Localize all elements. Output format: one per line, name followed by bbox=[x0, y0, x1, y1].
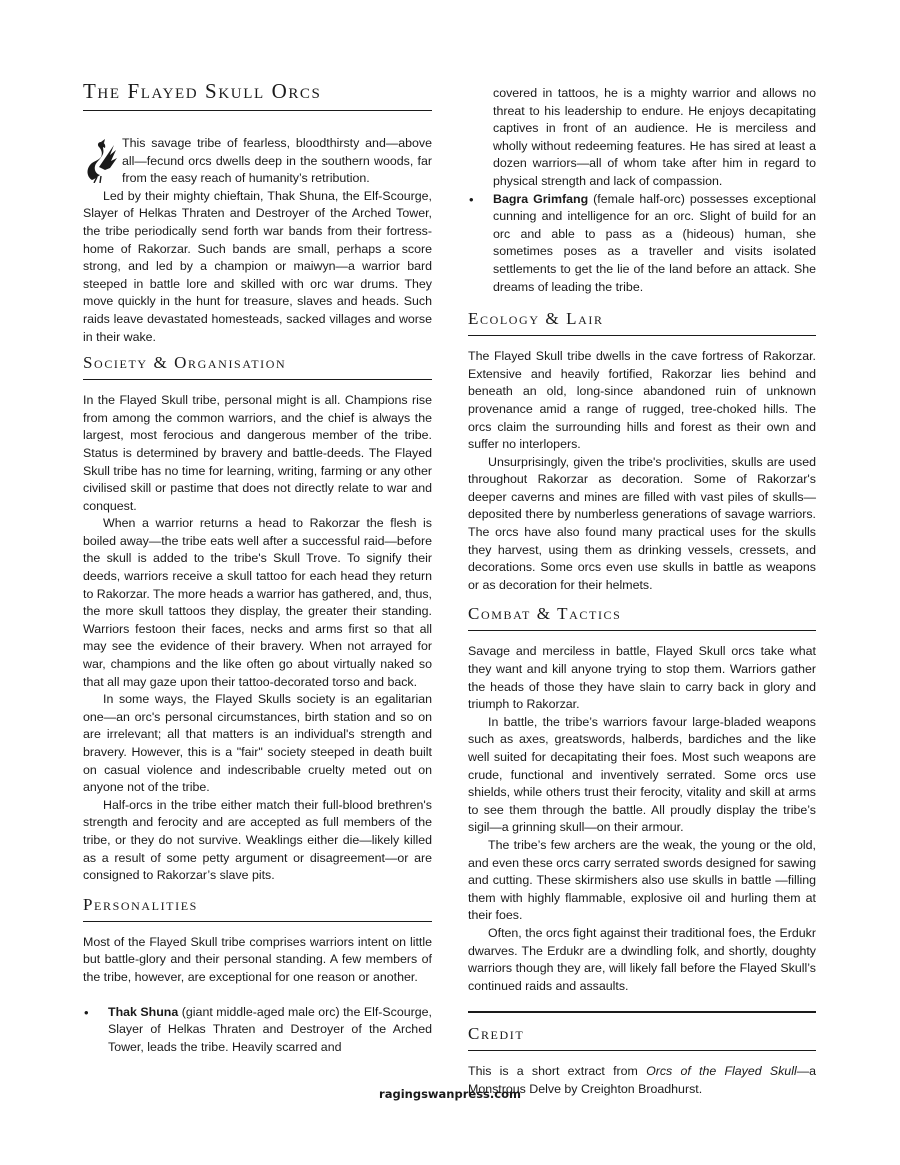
personality-text-continued: covered in tattoos, he is a mighty warrior and allows no threat to his leadership to endure. He enjoys decapitating captives in front of an audience. He is merciless and wholly without redeeming features. He has sired at least a dozen warriors—all of whom take after him in regard to physical strength and lack of compassion. bbox=[493, 86, 816, 188]
section-divider bbox=[468, 1011, 816, 1013]
intro-block bbox=[83, 135, 432, 346]
heading-society: Society & Organisation bbox=[83, 352, 432, 380]
personalities-intro: Most of the Flayed Skull tribe comprises warriors intent on little but battle-glory and their personal standing. A few members of the tribe, however, are exceptional for one reason or another. bbox=[83, 934, 432, 984]
list-item bbox=[83, 1004, 432, 1057]
left-column bbox=[83, 74, 432, 1056]
credit-text-end: —a Monstrous Delve by Creighton Broadhurst. bbox=[468, 1064, 817, 1096]
heading-combat: Combat & Tactics bbox=[468, 603, 816, 631]
personality-text: (female half-orc) possesses exceptional cunning and intelligence for an orc. Slight of build for an orc and able to pass as a (hideous) human, she sometimes poses as a traveller and visits isolated settlements to get the lie of the land before an attack. She dreams of leading the tribe. bbox=[493, 191, 817, 294]
bullet-icon: • bbox=[84, 1004, 89, 1020]
combat-paragraph-1: Savage and merciless in battle, Flayed Skull orcs take what they want and kill anyone trying to stop them. Warriors gather the heads of those they have slain to carry back in glory and triumph to Rakorzar. bbox=[468, 644, 816, 712]
intro-lead-paragraph: This savage tribe of fearless, bloodthirsty and—above all—fecund orcs dwells deep in the southern woods, far from the easy reach of humanity’s retribution. bbox=[122, 136, 432, 186]
heading-ecology: Ecology & Lair bbox=[468, 308, 816, 336]
personalities-list-continued bbox=[468, 85, 816, 296]
society-paragraph-2: When a warrior returns a head to Rakorzar the flesh is boiled away—the tribe eats well after a successful raid—before the skull is added to the tribe's Skull Trove. To signify their deeds, warriors receive a skull tattoo for each head they return to Rakorzar. The more heads a warrior has gathered, and, thus, the more skull tattoos they display, the greater their standing. Warriors festoon their faces, necks and arms first so that all may see the evidence of their bravery. When not arrayed for war, champions and the like often go about virtually naked so that all may gaze upon their tattoo-decorated torso and back. bbox=[83, 516, 432, 689]
combat-paragraph-3: The tribe’s few archers are the weak, the young or the old, and even these orcs carry serrated swords designed for sawing and cutting. These skirmishers also use skulls in battle —filling them with highly flammable, explosive oil and hurling them at their foes. bbox=[468, 837, 816, 923]
swan-logo-icon bbox=[83, 137, 117, 183]
combat-paragraph-2: In battle, the tribe’s warriors favour large-bladed weapons such as axes, greatswords, halberds, bardiches and the like well suited for decapitating their foes. Most such weapons are crude, functional and inventively serrated. Some orcs use shields, while others trust their ferocity, vitality and skill at arms to see them through the battle. All proudly display the tribe’s sigil—a grinning skull—on their armour. bbox=[468, 714, 816, 835]
list-item bbox=[468, 85, 816, 191]
footer-website[interactable]: ragingswanpress.com bbox=[379, 1087, 521, 1101]
combat-paragraph-4: Often, the orcs fight against their traditional foes, the Erdukr dwarves. The Erdukr are a dwindling folk, and shortly, doughty warriors though they are, will likely fall before the Flayed Skull’s continued raids and assaults. bbox=[468, 925, 816, 993]
personality-name: Bagra Grimfang bbox=[493, 191, 589, 206]
bullet-icon: • bbox=[469, 191, 474, 207]
page-title: The Flayed Skull Orcs bbox=[83, 78, 432, 111]
ecology-paragraph-1: The Flayed Skull tribe dwells in the cave fortress of Rakorzar. Extensive and heavily fortified, Rakorzar lies behind and beneath an old, long-since abandoned ruin of unknown provenance amid a range of rugged, tree-choked hills. The orcs claim the surrounding hills and forest as their own and suffer no interlopers. bbox=[468, 349, 816, 452]
personality-name: Thak Shuna bbox=[108, 1004, 179, 1019]
personalities-list bbox=[83, 1004, 432, 1057]
society-paragraph-1: In the Flayed Skull tribe, personal might is all. Champions rise from among the common warriors, and the chief is always the largest, most ferocious and dangerous member of the tribe. Status is determined by bravery and battle-deeds. The Flayed Skull tribe has no time for learning, writing, farming or any other civilised skill or pastime that does not directly relate to war and conquest. bbox=[83, 393, 432, 513]
society-paragraph-4: Half-orcs in the tribe either match their full-blood brethren's strength and ferocity and are accepted as full members of the tribe, or they do not survive. Weaklings either die—likely killed as a result of some petty argument or disagreement—or are consigned to Rakorzar’s slave pits. bbox=[83, 797, 432, 883]
book-title: Orcs of the Flayed Skull bbox=[646, 1064, 797, 1079]
right-column bbox=[468, 85, 816, 1099]
credit-text: This is a short extract from bbox=[468, 1064, 647, 1079]
heading-personalities: Personalities bbox=[83, 894, 432, 922]
intro-paragraph: Led by their mighty chieftain, Thak Shuna, the Elf-Scourge, Slayer of Helkas Thraten and Destroyer of the Arched Tower, the tribe periodically send forth war bands from their fortress-home of Rakorzar. Such bands are small, perhaps a score strong, and led by a champion or maiwyn—a warrior bard steeped in battle lore and skilled with orc war drums. They move quickly in the hunt for treasure, slaves and heads. Such raids leave devastated homesteads, sacked villages and worse in their wake. bbox=[83, 188, 432, 344]
society-paragraph-3: In some ways, the Flayed Skulls society is an egalitarian one—an orc's personal circumstances, birth station and so on are irrelevant; all that matters is an individual's strength and bravery. However, this is a "fair" society steeped in death built on casual violence and indescribable cruelty meted out on anyone not of the tribe. bbox=[83, 692, 432, 795]
list-item bbox=[468, 191, 816, 297]
personality-text: (giant middle-aged male orc) the Elf-Scourge, Slayer of Helkas Thraten and Destroyer of the Arched Tower, leads the tribe. Heavily scarred and bbox=[108, 1004, 433, 1054]
ecology-paragraph-2: Unsurprisingly, given the tribe's proclivities, skulls are used throughout Rakorzar as decoration. Some of Rakorzar's deeper caverns and mines are filled with vast piles of skulls—deposited there by numberless generations of savage warriors. The orcs have also found many practical uses for the skulls they harvest, using them as drinking vessels, cressets, and decorations. Some orcs even use skulls in battle as weapons or as decoration for their helmets. bbox=[468, 454, 816, 592]
heading-credit: Credit bbox=[468, 1023, 816, 1051]
